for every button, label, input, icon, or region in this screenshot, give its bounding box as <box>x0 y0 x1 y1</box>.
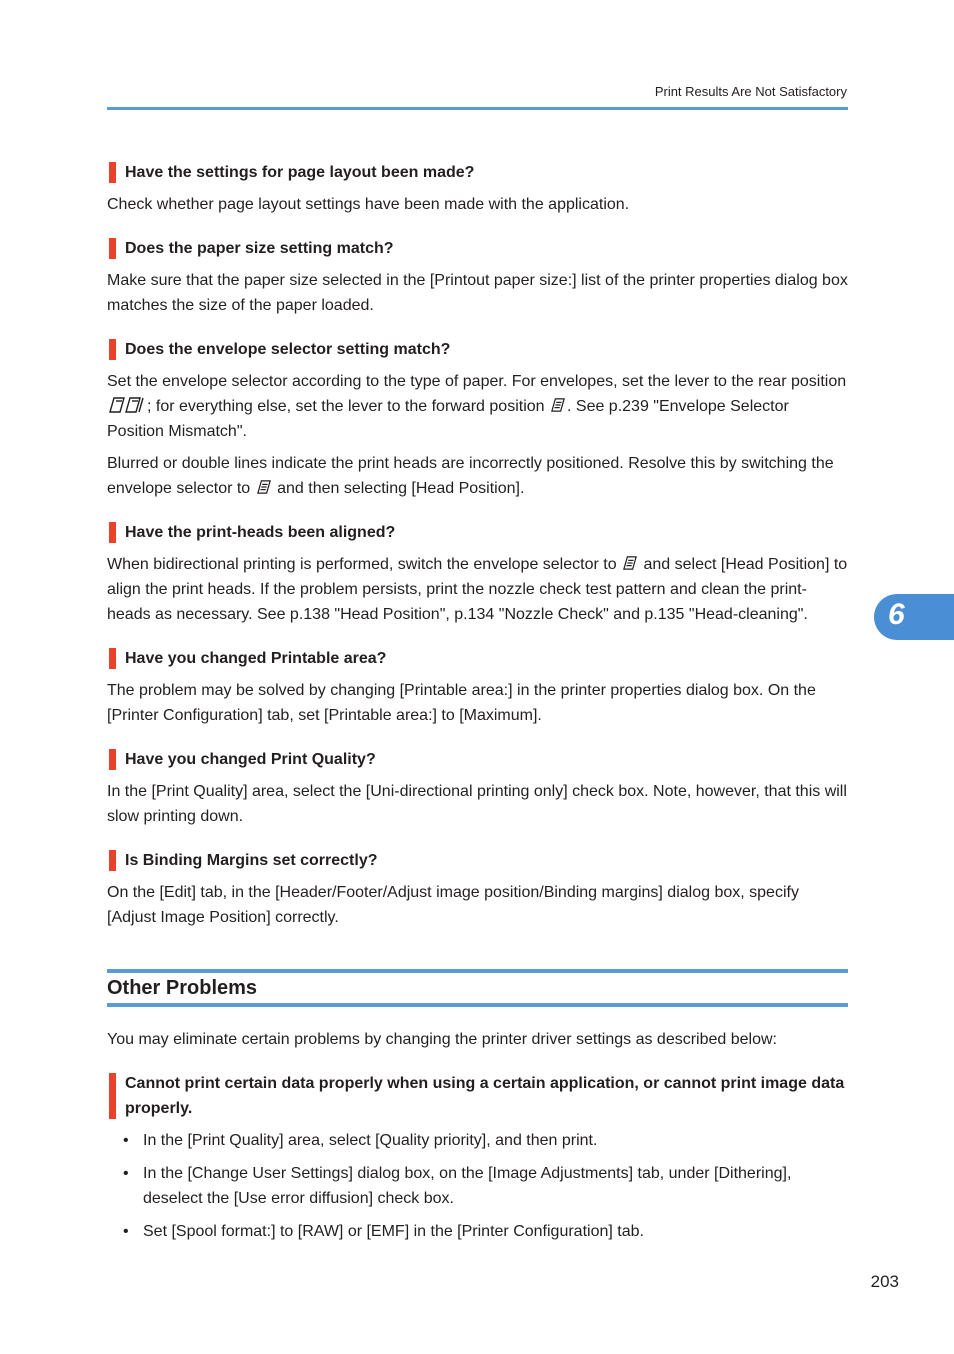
answer-text-part: ; for everything else, set the lever to the forward position <box>147 398 545 415</box>
answer-text-part: When bidirectional printing is performed, switch the envelope selector to <box>107 556 617 573</box>
envelope-lever-forward-icon <box>257 478 271 496</box>
envelope-lever-forward-icon <box>623 554 637 572</box>
list-item: • In the [Print Quality] area, select [Quality priority], and then print. <box>143 1128 848 1153</box>
envelope-lever-forward-icon <box>551 396 565 414</box>
header-rule <box>107 107 848 110</box>
answer-text-part: and then selecting [Head Position]. <box>277 480 525 497</box>
page-content <box>107 160 848 1252</box>
answer-text <box>107 552 848 627</box>
answer-text-part: and select [Head Position] to align the print heads. If the problem persists, print the nozzle check test pattern and clean the print-heads as necessary. See p.138 "Head Position", p.134 "Nozzle Check" and p.135 "Head-cleaning". <box>107 556 848 623</box>
answer-text-part: Blurred or double lines indicate the print heads are incorrectly positioned. Resolve this by switching the envelope selector to <box>107 455 834 497</box>
envelope-lever-rear-icon <box>109 396 145 414</box>
question-heading: Cannot print certain data properly when using a certain application, or cannot print image data properly. <box>107 1071 848 1121</box>
section-title: Other Problems <box>107 977 258 999</box>
answer-text: Check whether page layout settings have been made with the application. <box>107 196 630 213</box>
chapter-number: 6 <box>888 598 905 631</box>
answer-text <box>107 369 848 444</box>
chapter-tab <box>874 594 954 640</box>
page-number: 203 <box>870 1272 899 1291</box>
answer-text <box>107 451 848 501</box>
question-heading: Have you changed Print Quality? <box>107 747 848 772</box>
question-heading: Have the settings for page layout been made? <box>107 160 848 185</box>
section-heading-bar <box>107 969 848 1007</box>
answer-text-part: Set the envelope selector according to the type of paper. For envelopes, set the lever to the rear position <box>107 373 847 390</box>
question-heading: Have the print-heads been aligned? <box>107 520 848 545</box>
answer-text-part: . See p.239 "Envelope Selector Position Mismatch". <box>107 398 789 440</box>
answer-text: Make sure that the paper size selected in the [Printout paper size:] list of the printer properties dialog box matches the size of the paper loaded. <box>107 272 848 314</box>
answer-text: On the [Edit] tab, in the [Header/Footer/Adjust image position/Binding margins] dialog box, specify [Adjust Image Position] correctly. <box>107 884 799 926</box>
list-item: • In the [Change User Settings] dialog box, on the [Image Adjustments] tab, under [Dithering], deselect the [Use error diffusion] check box. <box>143 1161 848 1211</box>
question-heading: Is Binding Margins set correctly? <box>107 848 848 873</box>
list-item: • Set [Spool format:] to [RAW] or [EMF] in the [Printer Configuration] tab. <box>143 1219 848 1244</box>
bullet-list <box>107 1128 848 1244</box>
section-intro: You may eliminate certain problems by changing the printer driver settings as described below: <box>107 1031 777 1048</box>
question-heading: Have you changed Printable area? <box>107 646 848 671</box>
answer-text: The problem may be solved by changing [Printable area:] in the printer properties dialog box. On the [Printer Configuration] tab, set [Printable area:] to [Maximum]. <box>107 682 816 724</box>
question-heading: Does the paper size setting match? <box>107 236 848 261</box>
running-header: Print Results Are Not Satisfactory <box>654 84 847 99</box>
question-heading: Does the envelope selector setting match? <box>107 337 848 362</box>
answer-text: In the [Print Quality] area, select the [Uni-directional printing only] check box. Note, however, that this will slow printing down. <box>107 783 847 825</box>
